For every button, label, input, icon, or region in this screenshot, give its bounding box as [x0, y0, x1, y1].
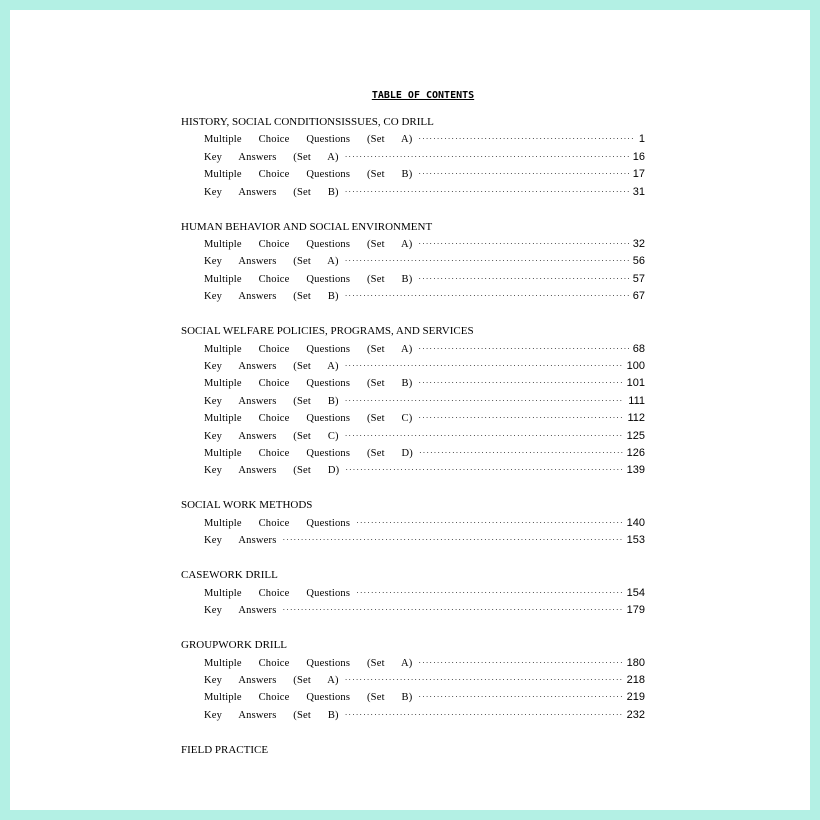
section-heading: SOCIAL WELFARE POLICIES, PROGRAMS, AND SERVICES — [181, 325, 474, 338]
dot-leader — [418, 654, 622, 671]
section-heading: CASEWORK DRILL — [181, 569, 278, 582]
toc-entry[interactable] — [181, 602, 645, 619]
entry-page-number: 218 — [626, 673, 645, 686]
entry-label: Multiple Choice Questions (Set C) — [204, 413, 413, 425]
dot-leader — [356, 514, 622, 531]
entry-page-number: 112 — [627, 412, 645, 425]
toc-entry[interactable] — [181, 393, 645, 410]
entry-label: Key Answers — [204, 605, 277, 617]
toc-entry[interactable] — [181, 271, 645, 288]
entry-label: Multiple Choice Questions (Set B) — [204, 692, 413, 704]
entry-page-number: 140 — [626, 516, 645, 529]
toc-entry[interactable] — [181, 375, 645, 392]
toc-section — [181, 567, 645, 619]
entry-label: Multiple Choice Questions (Set B) — [204, 273, 413, 285]
entry-label: Key Answers (Set B) — [204, 709, 339, 721]
toc-entry[interactable] — [181, 184, 645, 201]
entry-page-number: 1 — [638, 133, 645, 146]
section-heading: FIELD PRACTICE — [181, 743, 269, 756]
dot-leader — [418, 235, 628, 252]
entry-page-number: 56 — [632, 255, 645, 268]
dot-leader — [345, 148, 629, 165]
dot-leader — [282, 531, 622, 548]
dot-leader — [345, 357, 623, 374]
toc-list — [181, 114, 645, 777]
dot-leader — [345, 287, 629, 304]
entry-label: Key Answers (Set A) — [204, 256, 339, 268]
entry-page-number: 32 — [632, 238, 645, 251]
entry-page-number: 31 — [632, 185, 645, 198]
entry-page-number: 153 — [626, 534, 645, 547]
entry-label: Key Answers (Set A) — [204, 151, 339, 163]
dot-leader — [418, 165, 628, 182]
toc-entry[interactable] — [181, 672, 645, 689]
entry-page-number: 232 — [626, 708, 645, 721]
section-heading: SOCIAL WORK METHODS — [181, 499, 313, 512]
entry-label: Multiple Choice Questions (Set A) — [204, 657, 413, 669]
entry-label: Multiple Choice Questions (Set B) — [204, 169, 413, 181]
dot-leader — [418, 688, 622, 705]
entry-label: Multiple Choice Questions — [204, 587, 351, 599]
entry-label: Key Answers — [204, 535, 277, 547]
entry-label: Multiple Choice Questions (Set B) — [204, 378, 413, 390]
toc-entry[interactable] — [181, 445, 645, 462]
dot-leader — [418, 374, 622, 391]
dot-leader — [418, 340, 628, 357]
entry-page-number: 219 — [626, 691, 645, 704]
dot-leader — [345, 392, 625, 409]
entry-label: Key Answers (Set B) — [204, 186, 339, 198]
toc-entry[interactable] — [181, 462, 645, 479]
document-page — [10, 10, 810, 810]
dot-leader — [356, 584, 622, 601]
toc-title: TABLE OF CONTENTS — [371, 90, 475, 101]
toc-entry[interactable] — [181, 689, 645, 706]
toc-section — [181, 323, 645, 480]
entry-label: Key Answers (Set A) — [204, 361, 339, 373]
section-heading: GROUPWORK DRILL — [181, 639, 288, 652]
toc-entry[interactable] — [181, 253, 645, 270]
entry-label: Multiple Choice Questions (Set A) — [204, 343, 413, 355]
entry-label: Multiple Choice Questions (Set A) — [204, 134, 413, 146]
toc-entry[interactable] — [181, 428, 645, 445]
entry-page-number: 139 — [626, 464, 645, 477]
toc-section — [181, 637, 645, 724]
toc-entry[interactable] — [181, 515, 645, 532]
toc-section — [181, 497, 645, 549]
entry-label: Multiple Choice Questions (Set D) — [204, 448, 414, 460]
toc-entry[interactable] — [181, 236, 645, 253]
section-heading: HISTORY, SOCIAL CONDITIONSISSUES, CO DRILL — [181, 116, 434, 128]
toc-entry[interactable] — [181, 707, 645, 724]
entry-page-number: 111 — [628, 394, 645, 407]
entry-page-number: 126 — [626, 447, 645, 460]
entry-label: Multiple Choice Questions — [204, 517, 351, 529]
toc-section — [181, 219, 645, 306]
dot-leader — [345, 706, 623, 723]
dot-leader — [345, 427, 623, 444]
toc-section — [181, 742, 645, 759]
toc-section — [181, 114, 645, 201]
dot-leader — [345, 461, 622, 478]
entry-page-number: 125 — [626, 429, 645, 442]
dot-leader — [418, 409, 623, 426]
entry-label: Key Answers (Set B) — [204, 395, 339, 407]
dot-leader — [282, 601, 622, 618]
entry-page-number: 154 — [626, 586, 645, 599]
toc-entry[interactable] — [181, 288, 645, 305]
dot-leader — [345, 252, 629, 269]
entry-page-number: 17 — [632, 168, 645, 181]
toc-entry[interactable] — [181, 341, 645, 358]
entry-label: Key Answers (Set C) — [204, 430, 339, 442]
entry-page-number: 180 — [626, 656, 645, 669]
toc-entry[interactable] — [181, 655, 645, 672]
dot-leader — [419, 444, 623, 461]
toc-entry[interactable] — [181, 358, 645, 375]
entry-label: Key Answers (Set B) — [204, 291, 339, 303]
toc-entry[interactable] — [181, 585, 645, 602]
toc-entry[interactable] — [181, 410, 645, 427]
entry-page-number: 67 — [632, 290, 645, 303]
dot-leader — [345, 183, 629, 200]
section-heading: HUMAN BEHAVIOR AND SOCIAL ENVIRONMENT — [181, 220, 433, 233]
dot-leader — [418, 270, 628, 287]
toc-entry[interactable] — [181, 532, 645, 549]
toc-entry[interactable] — [181, 149, 645, 166]
dot-leader — [345, 671, 623, 688]
entry-page-number: 68 — [632, 342, 645, 355]
toc-entry[interactable] — [181, 166, 645, 183]
entry-label: Key Answers (Set A) — [204, 674, 339, 686]
entry-page-number: 57 — [632, 272, 645, 285]
entry-page-number: 16 — [632, 150, 645, 163]
entry-label: Multiple Choice Questions (Set A) — [204, 239, 413, 251]
entry-page-number: 100 — [626, 360, 645, 373]
entry-page-number: 179 — [626, 604, 645, 617]
entry-label: Key Answers (Set D) — [204, 465, 340, 477]
dot-leader — [418, 130, 634, 147]
entry-page-number: 101 — [626, 377, 645, 390]
toc-entry[interactable] — [181, 131, 645, 148]
